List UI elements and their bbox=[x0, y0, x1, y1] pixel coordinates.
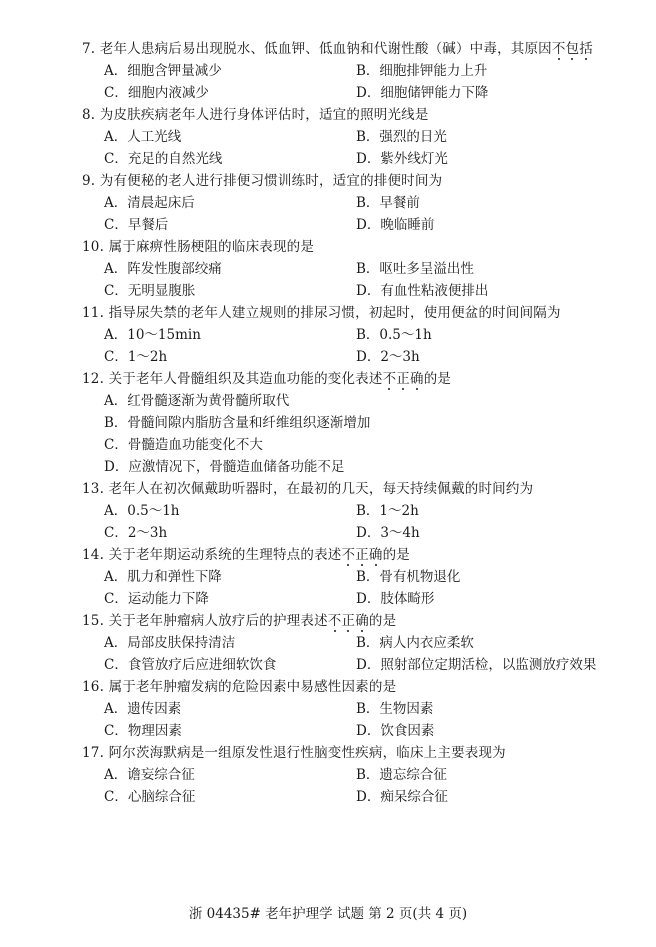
option-row bbox=[82, 192, 622, 214]
emphasis-dot-char: 括 bbox=[579, 41, 593, 57]
option-row bbox=[82, 786, 622, 808]
question-item bbox=[82, 104, 622, 170]
answer-option: C．物理因素 bbox=[104, 723, 182, 739]
question-text: 老年人患病后易出现脱水、低血钾、低血钠和代谢性酸（碱）中毒，其原因 bbox=[99, 41, 552, 57]
emphasized-keyword bbox=[383, 371, 424, 387]
answer-option: B．1～2h bbox=[356, 503, 419, 519]
question-item bbox=[82, 170, 622, 236]
question-item bbox=[82, 610, 622, 676]
option-row bbox=[82, 588, 622, 610]
answer-option: A．清晨起床后 bbox=[104, 195, 195, 211]
question-stem bbox=[82, 610, 622, 632]
option-row bbox=[82, 346, 622, 368]
answer-option: A．10～15min bbox=[104, 327, 201, 343]
page-footer: 浙 04435# 老年护理学 试题 第 2 页(共 4 页) bbox=[188, 906, 468, 922]
answer-option: D．照射部位定期活检，以监测放疗效果 bbox=[356, 657, 597, 673]
question-number: 17. bbox=[82, 745, 105, 761]
answer-option: C．2～3h bbox=[104, 525, 168, 541]
option-row bbox=[82, 148, 622, 170]
question-list bbox=[82, 38, 622, 808]
question-number: 10. bbox=[82, 239, 105, 255]
emphasis-dot-char: 不 bbox=[341, 547, 356, 563]
option-row bbox=[82, 500, 622, 522]
question-number: 7. bbox=[82, 41, 96, 57]
question-number: 12. bbox=[82, 371, 105, 387]
answer-option: C．心脑综合征 bbox=[104, 789, 196, 805]
answer-option: D．应激情况下，骨髓造血储备功能不足 bbox=[104, 459, 345, 475]
answer-option: A．红骨髓逐渐为黄骨髓所取代 bbox=[104, 393, 290, 409]
question-item bbox=[82, 676, 622, 742]
question-text: 老年人在初次佩戴助听器时，在最初的几天，每天持续佩戴的时间约为 bbox=[108, 481, 534, 497]
option-row bbox=[82, 214, 622, 236]
option-row bbox=[82, 654, 622, 676]
answer-option: D．饮食因素 bbox=[356, 723, 435, 739]
question-number: 16. bbox=[82, 679, 105, 695]
answer-option: B．早餐前 bbox=[356, 195, 420, 211]
answer-option: B．0.5～1h bbox=[356, 327, 432, 343]
answer-option: D．2～3h bbox=[356, 349, 420, 365]
question-item bbox=[82, 742, 622, 808]
answer-option: C．食管放疗后应进细软饮食 bbox=[104, 657, 277, 673]
answer-option: B．呕吐多呈溢出性 bbox=[356, 261, 474, 277]
question-stem bbox=[82, 236, 622, 258]
emphasis-dot-char: 包 bbox=[565, 41, 580, 57]
answer-option: A．局部皮肤保持清洁 bbox=[104, 635, 236, 651]
option-row bbox=[82, 698, 622, 720]
option-row bbox=[82, 764, 622, 786]
question-item bbox=[82, 302, 622, 368]
answer-option: D．痴呆综合征 bbox=[356, 789, 448, 805]
question-text-tail: 的是 bbox=[423, 371, 452, 387]
emphasized-keyword bbox=[328, 613, 369, 629]
question-text-tail: 的是 bbox=[382, 547, 410, 563]
question-text: 指导尿失禁的老年人建立规则的排尿习惯，初起时，使用便盆的时间间隔为 bbox=[108, 305, 561, 321]
option-row bbox=[82, 258, 622, 280]
question-stem bbox=[82, 478, 622, 500]
answer-option: A．阵发性腹部绞痛 bbox=[104, 261, 222, 277]
answer-option: A．人工光线 bbox=[104, 129, 182, 145]
answer-option: C．运动能力下降 bbox=[104, 591, 209, 607]
answer-option: C．无明显腹胀 bbox=[104, 283, 196, 299]
emphasis-dot-char: 确 bbox=[409, 371, 424, 387]
answer-option: B．生物因素 bbox=[356, 701, 434, 717]
question-number: 8. bbox=[82, 107, 96, 123]
answer-option: D．晚临睡前 bbox=[356, 217, 435, 233]
question-number: 13. bbox=[82, 481, 105, 497]
answer-option: D．肢体畸形 bbox=[356, 591, 435, 607]
option-row bbox=[82, 126, 622, 148]
question-stem bbox=[82, 368, 622, 390]
emphasis-dot-char: 正 bbox=[355, 547, 369, 563]
emphasis-dot-char: 不 bbox=[327, 613, 342, 629]
question-stem bbox=[82, 676, 622, 698]
answer-option: B．骨髓间隙内脂肪含量和纤维组织逐渐增加 bbox=[104, 415, 371, 431]
emphasis-dot-char: 正 bbox=[396, 371, 410, 387]
answer-option: A．细胞含钾量减少 bbox=[104, 63, 222, 79]
question-stem bbox=[82, 302, 622, 324]
question-text: 关于老年期运动系统的生理特点的表述 bbox=[108, 547, 342, 563]
question-stem bbox=[82, 104, 622, 126]
question-item bbox=[82, 38, 622, 104]
answer-option: B．遗忘综合征 bbox=[356, 767, 447, 783]
emphasis-dot-char: 不 bbox=[551, 41, 566, 57]
emphasized-keyword bbox=[341, 547, 382, 563]
option-row bbox=[82, 60, 622, 82]
answer-option: D．有血性粘液便排出 bbox=[356, 283, 489, 299]
question-text: 关于老年肿瘤病人放疗后的护理表述 bbox=[108, 613, 328, 629]
question-stem bbox=[82, 742, 622, 764]
question-item bbox=[82, 478, 622, 544]
answer-option: D．3～4h bbox=[356, 525, 420, 541]
emphasized-keyword bbox=[552, 41, 593, 57]
question-item bbox=[82, 236, 622, 302]
question-text: 阿尔茨海默病是一组原发性退行性脑变性疾病，临床上主要表现为 bbox=[108, 745, 506, 761]
answer-option: A．0.5～1h bbox=[104, 503, 180, 519]
answer-option: D．紫外线灯光 bbox=[356, 151, 448, 167]
question-text-tail: 的是 bbox=[368, 613, 397, 629]
question-stem bbox=[82, 170, 622, 192]
option-row bbox=[82, 324, 622, 346]
emphasis-dot-char: 不 bbox=[382, 371, 397, 387]
option-row bbox=[82, 720, 622, 742]
question-item bbox=[82, 368, 622, 478]
question-text: 属于麻痹性肠梗阻的临床表现的是 bbox=[108, 239, 315, 255]
answer-option: C．细胞内液减少 bbox=[104, 85, 209, 101]
answer-option: C．骨髓造血功能变化不大 bbox=[104, 437, 263, 453]
answer-option: B．骨有机物退化 bbox=[356, 569, 461, 585]
option-row bbox=[82, 280, 622, 302]
question-item bbox=[82, 544, 622, 610]
answer-option: B．细胞排钾能力上升 bbox=[356, 63, 488, 79]
option-row bbox=[82, 566, 622, 588]
question-number: 9. bbox=[82, 173, 96, 189]
answer-option: A．遗传因素 bbox=[104, 701, 182, 717]
option-row bbox=[82, 82, 622, 104]
emphasis-dot-char: 正 bbox=[341, 613, 356, 629]
question-text: 为有便秘的老人进行排便习惯训练时，适宜的排便时间为 bbox=[99, 173, 443, 189]
answer-option: A．谵妄综合征 bbox=[104, 767, 195, 783]
answer-option: C．1～2h bbox=[104, 349, 168, 365]
answer-option: C．充足的自然光线 bbox=[104, 151, 223, 167]
question-number: 14. bbox=[82, 547, 105, 563]
emphasis-dot-char: 确 bbox=[355, 613, 369, 629]
question-number: 15. bbox=[82, 613, 105, 629]
option-row bbox=[82, 522, 622, 544]
question-stem bbox=[82, 544, 622, 566]
option-row bbox=[82, 632, 622, 654]
answer-option: C．早餐后 bbox=[104, 217, 169, 233]
answer-option: A．肌力和弹性下降 bbox=[104, 569, 222, 585]
answer-option: B．病人内衣应柔软 bbox=[356, 635, 474, 651]
question-stem bbox=[82, 38, 622, 60]
question-text: 属于老年肿瘤发病的危险因素中易感性因素的是 bbox=[108, 679, 397, 695]
question-text: 关于老年人骨髓组织及其造血功能的变化表述 bbox=[108, 371, 383, 387]
question-number: 11. bbox=[82, 305, 105, 321]
question-text: 为皮肤疾病老年人进行身体评估时，适宜的照明光线是 bbox=[99, 107, 429, 123]
answer-option: D．细胞储钾能力下降 bbox=[356, 85, 489, 101]
answer-option: B．强烈的日光 bbox=[356, 129, 447, 145]
emphasis-dot-char: 确 bbox=[368, 547, 383, 563]
